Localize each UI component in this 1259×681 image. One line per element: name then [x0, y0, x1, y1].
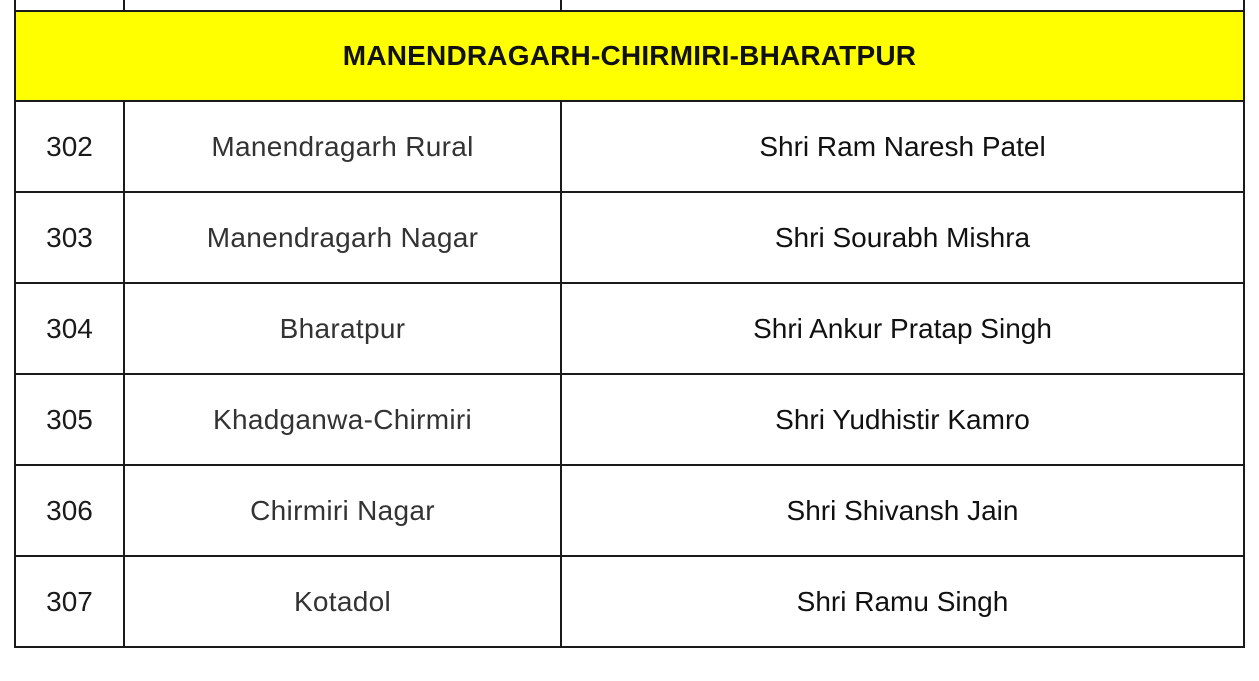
constituency-cell: Manendragarh Nagar [124, 192, 561, 283]
section-title: MANENDRAGARH-CHIRMIRI-BHARATPUR [15, 11, 1244, 101]
constituency-cell: Kotadol [124, 556, 561, 647]
table-row [15, 374, 1244, 465]
table-row [15, 101, 1244, 192]
constituency-cell: Bharatpur [124, 283, 561, 374]
stub-cell [124, 0, 561, 11]
table-row [15, 556, 1244, 647]
constituency-cell: Manendragarh Rural [124, 101, 561, 192]
constituency-cell: Khadganwa-Chirmiri [124, 374, 561, 465]
serial-number-cell: 303 [15, 192, 124, 283]
person-name-cell: Shri Shivansh Jain [561, 465, 1244, 556]
person-name-cell: Shri Ramu Singh [561, 556, 1244, 647]
constituency-cell: Chirmiri Nagar [124, 465, 561, 556]
table-row [15, 192, 1244, 283]
serial-number-cell: 302 [15, 101, 124, 192]
person-name-cell: Shri Sourabh Mishra [561, 192, 1244, 283]
person-name-cell: Shri Ankur Pratap Singh [561, 283, 1244, 374]
assignment-table-container [14, 0, 1243, 648]
serial-number-cell: 305 [15, 374, 124, 465]
person-name-cell: Shri Ram Naresh Patel [561, 101, 1244, 192]
serial-number-cell: 306 [15, 465, 124, 556]
serial-number-cell: 307 [15, 556, 124, 647]
serial-number-cell: 304 [15, 283, 124, 374]
stub-cell [561, 0, 1244, 11]
table-row [15, 283, 1244, 374]
assignment-table [14, 0, 1245, 648]
previous-row-stub [15, 0, 1244, 11]
person-name-cell: Shri Yudhistir Kamro [561, 374, 1244, 465]
stub-cell [15, 0, 124, 11]
section-header-row [15, 11, 1244, 101]
table-row [15, 465, 1244, 556]
